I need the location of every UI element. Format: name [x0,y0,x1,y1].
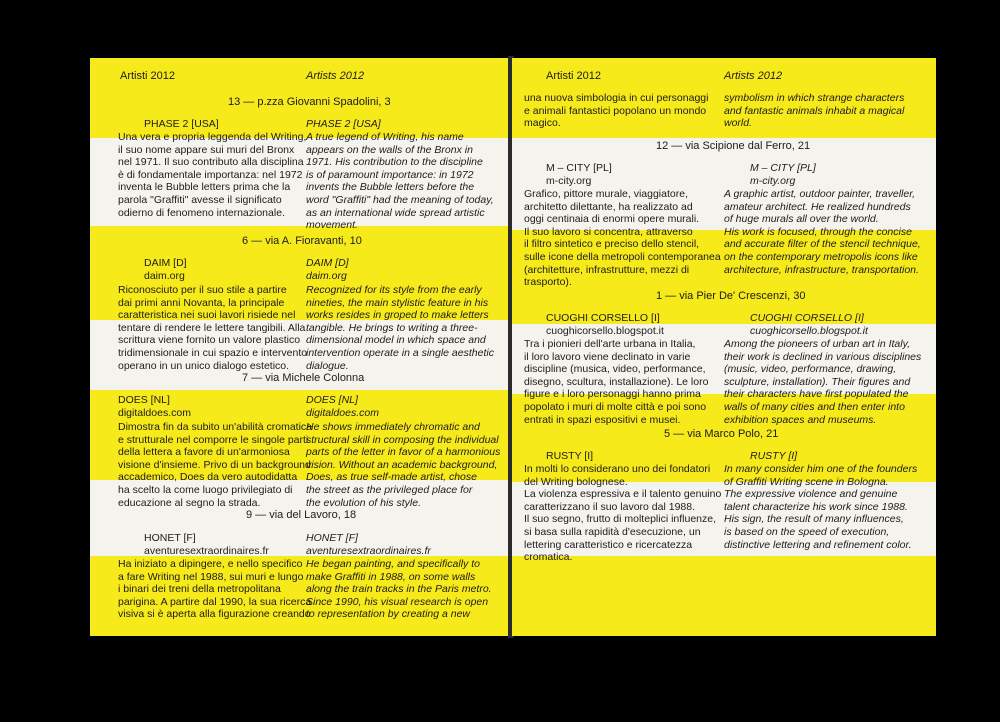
artist-website-en[interactable]: m-city.org [750,175,796,187]
artist-address: 13 — p.zza Giovanni Spadolini, 3 [228,96,391,108]
bio-italian: Riconosciuto per il suo stile a partire dai primi anni Novanta, la principale caratteristica nei suoi lavori risiede nel tentare di rendere le lettere tangibili. Alla scrittura viene fornito un valore plastico tridimensionale in cui spazio e intervento operano in un unico dialogo estetico. [118,284,308,372]
artist-name: PHASE 2 [USA] [144,118,219,130]
right-page [512,58,936,636]
bio-italian-continued: una nuova simbologia in cui personaggi e animali fantastici popolano un mondo magico. [524,92,709,130]
artist-name-en: DOES [NL] [306,394,358,406]
artist-address: 1 — via Pier De' Crescenzi, 30 [656,290,806,302]
bio-italian: Una vera e propria leggenda del Writing, il suo nome appare sui muri del Bronx nel 1971. Il suo contributo alla disciplina è di fondamentale importanza: nel 1972 inventa le Bubble letters prima che la parola "Graffiti" avesse il significato odierno di fenomeno internazionale. [118,131,307,219]
yellow-band [512,556,936,636]
artist-website[interactable]: aventuresextraordinaires.fr [144,545,269,557]
artist-name-en: DAIM [D] [306,257,349,269]
bio-italian: Ha iniziato a dipingere, e nello specifico a fare Writing nel 1988, sui muri e lungo i binari dei treni della metropolitana parigina. A partire dal 1990, la sua ricerca visiva si è aperta alla figurazione creando [118,558,312,621]
bio-english: A true legend of Writing, his name appears on the walls of the Bronx in 1971. His contribution to the discipline is of paramount importance: in 1972 invents the Bubble letters before the word "Graffiti" had the meaning of today, as an international wide spread artistic movement. [306,131,494,232]
artist-name: M – CITY [PL] [546,162,612,174]
artist-name: CUOGHI CORSELLO [I] [546,312,660,324]
artist-website-en[interactable]: cuoghicorsello.blogspot.it [750,325,868,337]
artist-name-en: HONET [F] [306,532,358,544]
artist-name: DAIM [D] [144,257,187,269]
header-italian: Artisti 2012 [120,70,176,82]
header-italian: Artisti 2012 [546,70,602,82]
artist-address: 7 — via Michele Colonna [242,372,365,384]
artist-website-en[interactable]: daim.org [306,270,347,282]
bio-italian: In molti lo considerano uno dei fondatori del Writing bolognese. La violenza espressiva e il talento genuino caratterizzano il suo lavoro dal 1988. Il suo segno, frutto di molteplici influenze, si basa sulla rapidità d'esecuzione, un lettering caratteristico e ricercatezza cromatica. [524,463,722,564]
artist-name-en: CUOGHI CORSELLO [I] [750,312,864,324]
artist-name: DOES [NL] [118,394,170,406]
bio-english: A graphic artist, outdoor painter, traveller, amateur architect. He realized hundreds of huge murals all over the world. His work is focused, through the concise and accurate filter of the stencil technique, on the contemporary metropolis icons like architecture, infrastructure, transportation. [724,188,921,276]
header-english: Artists 2012 [306,70,365,82]
bio-english: Recognized for its style from the early nineties, the main stylistic feature in his works resides in groped to make letters tangible. He brings to writing a three- dimensional model in which space and intervention operate in a single aesthetic dialogue. [306,284,494,372]
bio-italian: Tra i pionieri dell'arte urbana in Italia, il loro lavoro viene declinato in varie discipline (musica, video, performance, disegno, scultura, installazione). Le loro figure e i loro personaggi hanno prima popolato i muri di molte città e poi sono entrati in spazi espositivi e musei. [524,338,709,426]
artist-name-en: M – CITY [PL] [750,162,816,174]
artist-name-en: RUSTY [I] [750,450,798,462]
artist-address: 6 — via A. Fioravanti, 10 [242,235,362,247]
artist-website[interactable]: m-city.org [546,175,592,187]
artist-name-en: PHASE 2 [USA] [306,118,381,130]
bio-english: He shows immediately chromatic and structural skill in composing the individual parts of the letter in favor of a harmonious vision. Without an academic background, Does, as true self-made artist, chose the street as the privileged place for the evolution of his style. [306,421,501,509]
artist-address: 9 — via del Lavoro, 18 [246,509,357,521]
artist-website[interactable]: digitaldoes.com [118,407,191,419]
artist-website-en[interactable]: digitaldoes.com [306,407,379,419]
artist-website[interactable]: cuoghicorsello.blogspot.it [546,325,664,337]
bio-english: In many consider him one of the founders of Graffiti Writing scene in Bologna. The expressive violence and genuine talent characterize his work since 1988. His sign, the result of many influences, is based on the speed of execution, distinctive lettering and refinement color. [724,463,918,551]
header-english: Artists 2012 [724,70,783,82]
artist-website-en[interactable]: aventuresextraordinaires.fr [306,545,431,557]
artist-address: 12 — via Scipione dal Ferro, 21 [656,140,811,152]
bio-italian: Grafico, pittore murale, viaggiatore, architetto dilettante, ha realizzato ad oggi centinaia di enormi opere murali. Il suo lavoro si concentra, attraverso il filtro sintetico e preciso dello stencil, sulle icone della metropoli contemporanea (architetture, infrastrutture, mezzi di trasporto). [524,188,721,289]
bio-italian: Dimostra fin da subito un'abilità cromatica e strutturale nel comporre le singole parti della lettera a favore di un'armoniosa visione d'insieme. Privo di un background accademico, Does da vero autodidatta ha scelto la come luogo privilegiato di educazione al segno la strada. [118,421,313,509]
left-page [90,58,510,636]
artist-name: HONET [F] [144,532,196,544]
bio-english: Among the pioneers of urban art in Italy, their work is declined in various disciplines (music, video, performance, drawing, sculpture, installation). Their figures and their characters have first populated the walls of many cities and then enter into exhibition spaces and museums. [724,338,922,426]
bio-english: He began painting, and specifically to make Graffiti in 1988, on some walls along the train tracks in the Paris metro. Since 1990, his visual research is open to representation by creating a new [306,558,492,621]
artist-name: RUSTY [I] [546,450,594,462]
artist-address: 5 — via Marco Polo, 21 [664,428,779,440]
bio-english-continued: symbolism in which strange characters and fantastic animals inhabit a magical world. [724,92,905,130]
artist-website[interactable]: daim.org [144,270,185,282]
